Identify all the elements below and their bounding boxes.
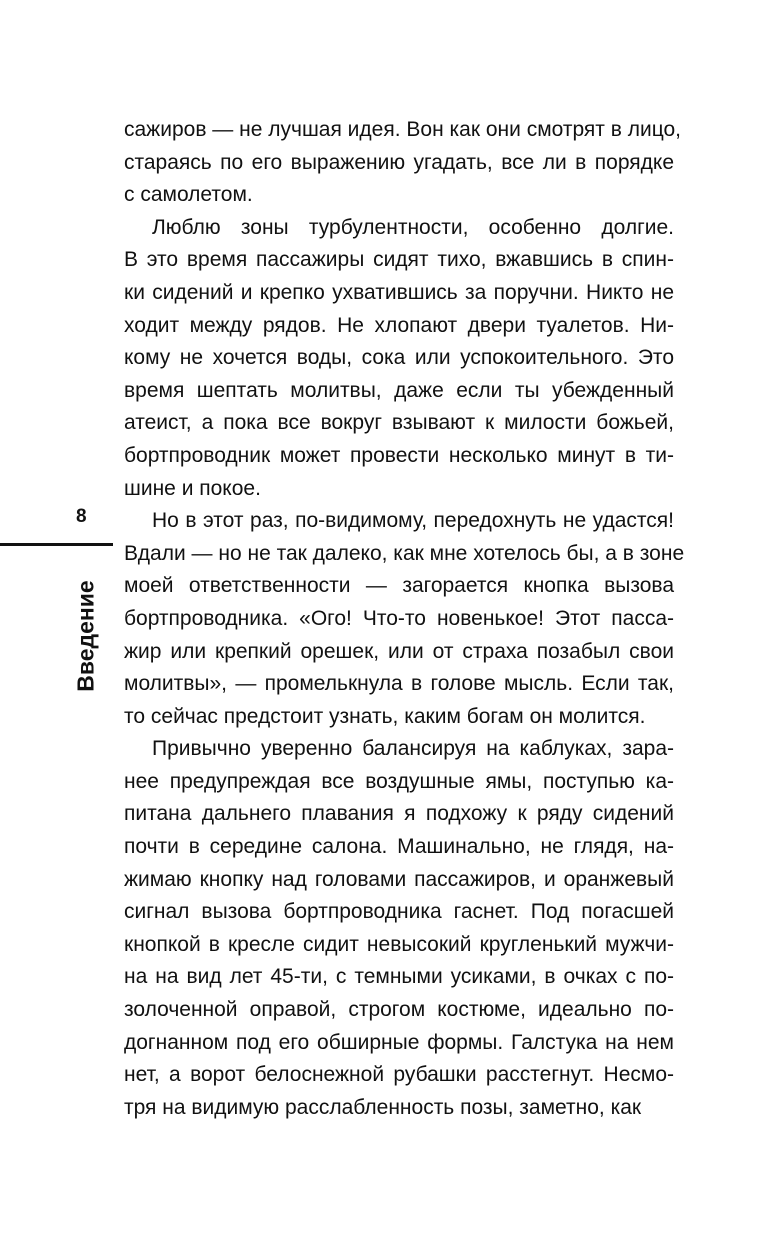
- text-line: то сейчас предстоит узнать, каким богам он молится.: [124, 704, 646, 728]
- running-head: Введение: [72, 580, 99, 692]
- text-line: ходит между рядов. Не хлопают двери туалетов. Ни-: [124, 313, 674, 337]
- text-line: бортпроводник может провести несколько минут в ти-: [124, 443, 674, 467]
- text-line: сажиров — не лучшая идея. Вон как они смотрят в лицо,: [124, 118, 682, 141]
- text-line: тря на видимую расслабленность позы, заметно, как: [124, 1095, 642, 1119]
- paragraph: [124, 733, 674, 1124]
- text-line: шине и покое.: [124, 476, 261, 500]
- text-line: кому не хочется воды, сока или успокоительного. Это: [124, 346, 674, 370]
- paragraph: [124, 505, 685, 733]
- text-line: Люблю зоны турбулентности, особенно долгие.: [152, 215, 674, 239]
- text-line: Вдали — но не так далеко, как мне хотелось бы, а в зоне: [124, 541, 685, 565]
- text-line: В это время пассажиры сидят тихо, вжавшись в спин-: [124, 248, 674, 272]
- paragraph: [124, 114, 682, 212]
- text-line: время шептать молитвы, даже если ты убежденный: [124, 378, 674, 402]
- text-line: ки сидений и крепко ухватившись за поручни. Никто не: [124, 280, 674, 304]
- text-line: золоченной оправой, строгом костюме, идеально по-: [124, 998, 674, 1022]
- text-line: моей ответственности — загорается кнопка вызова: [124, 574, 674, 598]
- text-line: жир или крепкий орешек, или от страха позабыл свои: [124, 639, 674, 663]
- text-line: Привычно уверенно балансируя на каблуках, зара-: [152, 737, 674, 761]
- text-line: нее предупреждая все воздушные ямы, поступью ка-: [124, 769, 674, 793]
- text-line: бортпроводника. «Ого! Что-то новенькое! Этот пасса-: [124, 606, 674, 630]
- text-line: кнопкой в кресле сидит невысокий кругленький мужчи-: [124, 932, 674, 956]
- text-line: сигнал вызова бортпроводника гаснет. Под погасшей: [124, 900, 674, 924]
- text-line: питана дальнего плавания я подхожу к ряду сидений: [124, 802, 674, 826]
- text-line: догнанном под его обширные формы. Галстука на нем: [124, 1030, 674, 1054]
- text-line: стараясь по его выражению угадать, все ли в порядке: [124, 150, 674, 174]
- text-line: атеист, а пока все вокруг взывают к милости божьей,: [124, 411, 674, 435]
- margin-rule: [0, 543, 113, 546]
- body-text: [124, 114, 685, 1124]
- text-line: жимаю кнопку над головами пассажиров, и оранжевый: [124, 867, 674, 891]
- text-line: с самолетом.: [124, 183, 253, 207]
- text-line: почти в середине салона. Машинально, не глядя, на-: [124, 835, 674, 859]
- text-line: Но в этот раз, по-видимому, передохнуть не удастся!: [152, 509, 674, 533]
- text-line: нет, а ворот белоснежной рубашки расстегнут. Несмо-: [124, 1063, 674, 1087]
- page-number: 8: [76, 506, 87, 527]
- text-line: молитвы», — промелькнула в голове мысль. Если так,: [124, 672, 674, 696]
- text-line: на на вид лет 45-ти, с темными усиками, в очках с по-: [124, 965, 674, 989]
- paragraph: [124, 212, 674, 505]
